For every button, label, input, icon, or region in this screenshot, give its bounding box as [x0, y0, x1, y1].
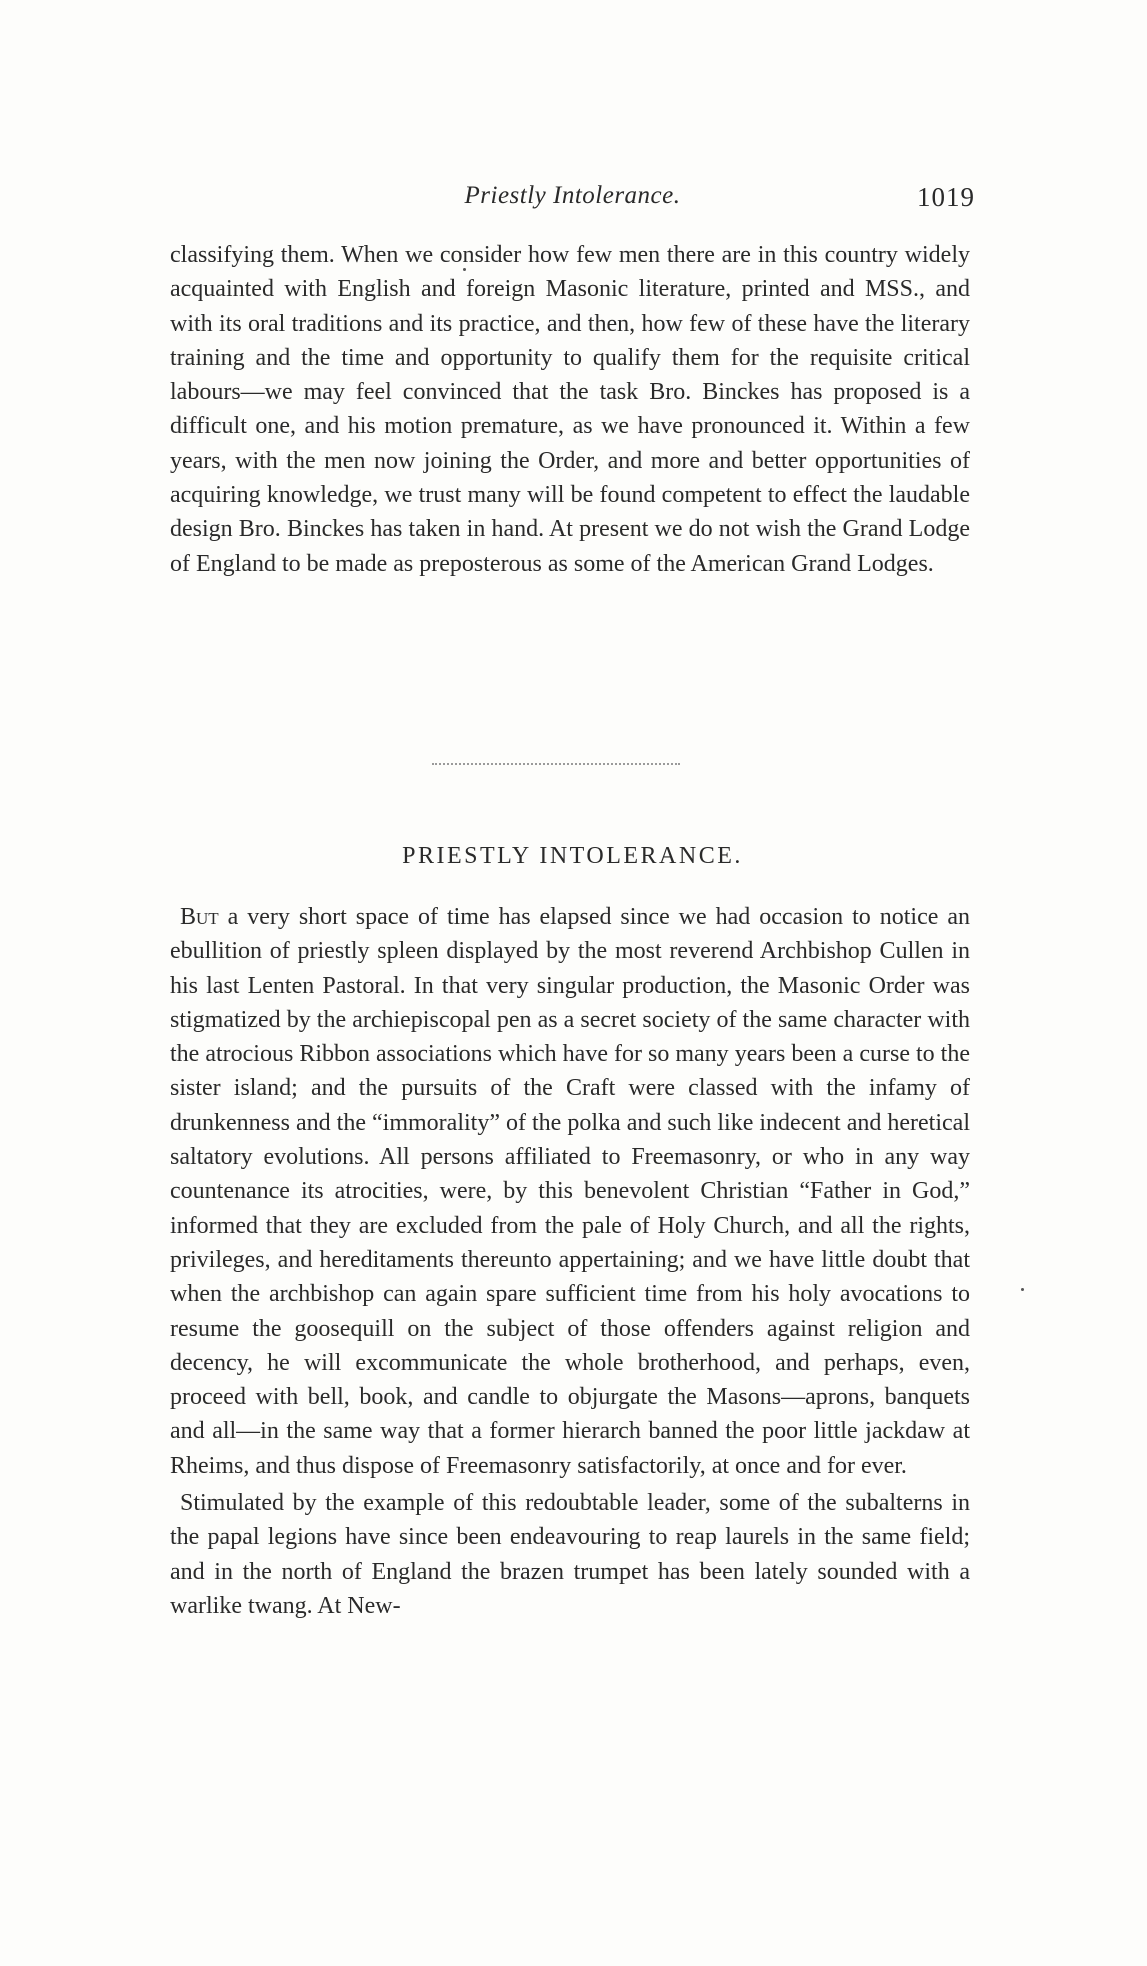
paragraph-lead-word: But: [180, 904, 219, 930]
stray-ink-mark: [1021, 1288, 1024, 1291]
continued-paragraph: classifying them. When we consider how few men there are in this country widely acquainted with English and foreign Masonic literature, printed and MSS., and with its oral traditions and its practice, and then, how few of these have the literary training and the time and opportunity to qualify them for the requisite critical labours—we may feel convinced that the task Bro. Binckes has proposed is a difficult one, and his motion premature, as we have pronounced it. Within a few years, with the men now joining the Order, and more and better opportunities of acquiring knowledge, we trust many will be found competent to effect the laudable design Bro. Binckes has taken in hand. At present we do not wish the Grand Lodge of England to be made as preposterous as some of the American Grand Lodges.: [170, 242, 970, 577]
running-title: Priestly Intolerance.: [464, 182, 681, 209]
section-divider: [432, 763, 680, 765]
article-paragraph: Stimulated by the example of this redoubtable leader, some of the subalterns in the papal legions have since been endeavouring to reap laurels in the same field; and in the north of England the brazen trumpet has been lately sounded with a warlike twang. At New-: [170, 1490, 970, 1619]
continued-paragraph-block: [170, 238, 970, 581]
page-number: 1019: [917, 182, 975, 212]
article-paragraph: [170, 900, 970, 1483]
running-head: [170, 182, 975, 222]
article-body: [170, 900, 970, 1623]
article-title: PRIESTLY INTOLERANCE.: [402, 843, 743, 869]
paragraph-text: a very short space of time has elapsed since we had occasion to notice an ebullition of priestly spleen displayed by the most reverend Archbishop Cullen in his last Lenten Pastoral. In that very singular production, the Masonic Order was stigmatized by the archiepiscopal pen as a secret society of the same character with the atrocious Ribbon associations which have for so many years been a curse to the sister island; and the pursuits of the Craft were classed with the infamy of drunkenness and the “immorality” of the polka and such like indecent and heretical saltatory evolutions. All persons affiliated to Freemasonry, or who in any way countenance its atrocities, were, by this benevolent Christian “Father in God,” informed that they are excluded from the pale of Holy Church, and all the rights, privileges, and hereditaments thereunto appertaining; and we have little doubt that when the archbishop can again spare sufficient time from his holy avocations to resume the goosequill on the subject of those offenders against religion and decency, he will excommunicate the whole brotherhood, and perhaps, even, proceed with bell, book, and candle to objurgate the Masons—aprons, banquets and all—in the same way that a former hierarch banned the poor little jackdaw at Rheims, and thus dispose of Freemasonry satisfactorily, at once and for ever.: [170, 904, 970, 1479]
